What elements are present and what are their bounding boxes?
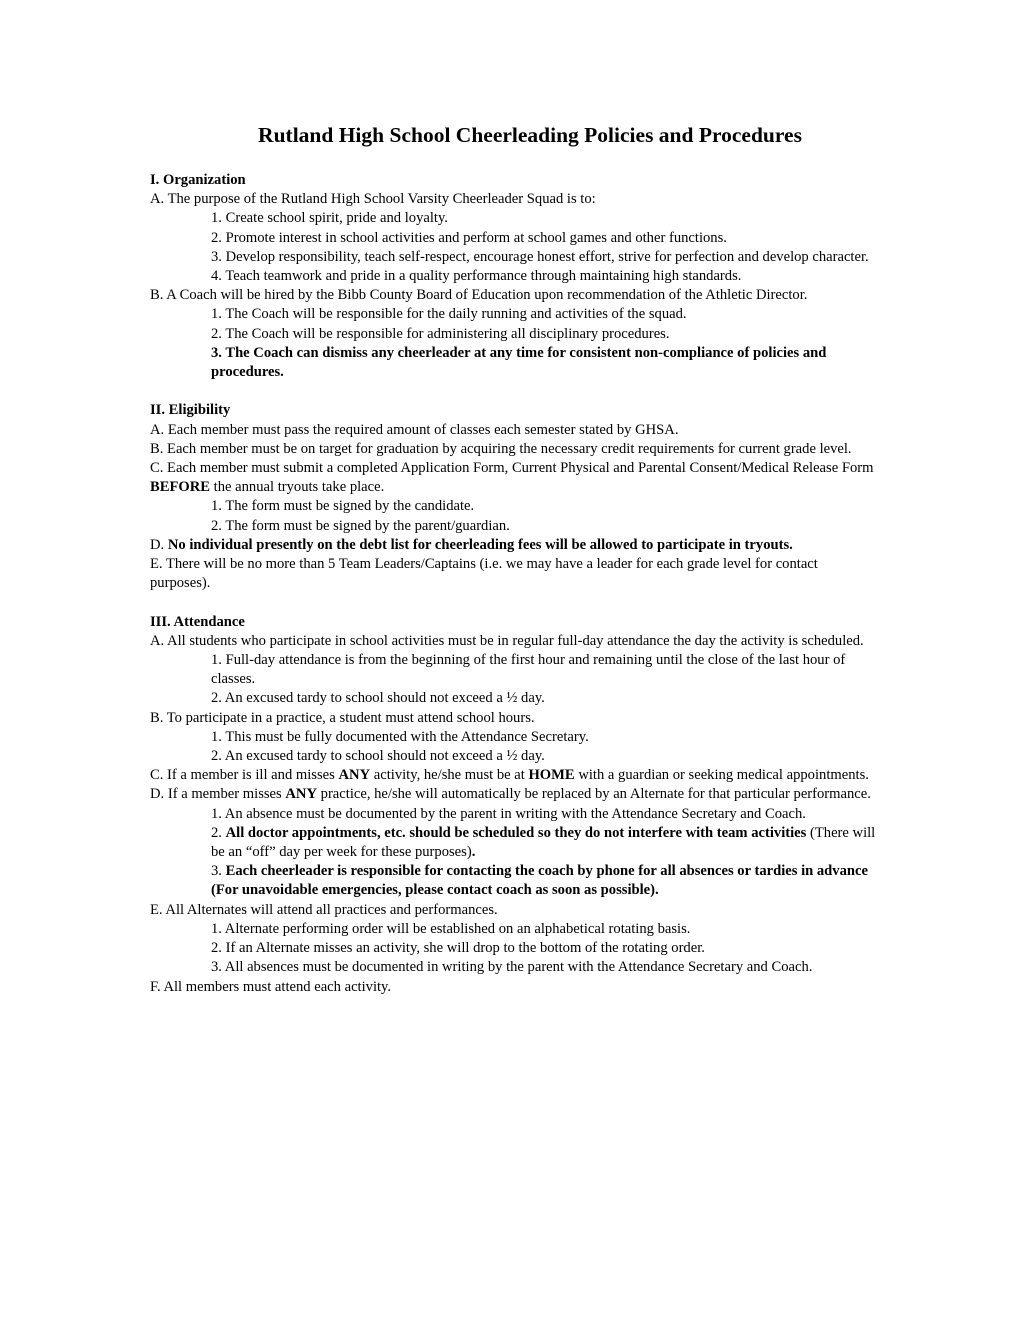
attendance-item-d2: [211, 824, 880, 862]
attendance-item-c-bold-any: ANY: [338, 767, 371, 784]
attendance-item-a1: 1. Full-day attendance is from the beginning of the first hour and remaining until the close of the last hour of classes.: [211, 652, 846, 688]
attendance-item-c: [150, 766, 880, 785]
eligibility-item-e: E. There will be no more than 5 Team Leaders/Captains (i.e. we may have a leader for each grade level for contact purposes).: [150, 556, 818, 592]
organization-item-b3: [211, 344, 880, 382]
attendance-item-d-text: D. If a member misses: [150, 786, 286, 803]
eligibility-item-c-bold: BEFORE: [150, 479, 211, 496]
attendance-item-b1: 1. This must be fully documented with the Attendance Secretary.: [211, 728, 589, 745]
attendance-item-c-bold-home: HOME: [528, 767, 575, 784]
eligibility-item-c1: 1. The form must be signed by the candidate.: [211, 498, 475, 515]
organization-item-a3: 3. Develop responsibility, teach self-respect, encourage honest effort, strive for perfection and develop character.: [211, 248, 869, 265]
attendance-item-d2-num: 2.: [211, 824, 226, 841]
attendance-item-d: [150, 785, 880, 804]
attendance-item-a: A. All students who participate in school activities must be in regular full-day attendance the day the activity is scheduled.: [150, 632, 864, 649]
attendance-item-d3-bold: Each cheerleader is responsible for contacting the coach by phone for all absences or tardies in advance (For unavoidable emergencies, please contact coach as soon as possible).: [211, 863, 868, 899]
section-organization-heading: I. Organization: [150, 172, 246, 188]
organization-item-a4: 4. Teach teamwork and pride in a quality performance through maintaining high standards.: [211, 268, 742, 285]
section-attendance-heading: III. Attendance: [150, 613, 245, 630]
eligibility-item-c-text: C. Each member must submit a completed Application Form, Current Physical and Parental Consent/Medical Release Form: [150, 460, 874, 477]
attendance-item-d-bold: ANY: [285, 786, 317, 803]
attendance-item-d1: 1. An absence must be documented by the parent in writing with the Attendance Secretary and Coach.: [211, 805, 806, 822]
attendance-item-c-text: C. If a member is ill and misses: [150, 767, 339, 784]
attendance-item-c-mid: activity, he/she must be at: [370, 767, 529, 784]
document-body: [150, 171, 880, 997]
eligibility-item-c-tail: the annual tryouts take place.: [210, 479, 385, 496]
attendance-item-d-tail: practice, he/she will automatically be replaced by an Alternate for that particular performance.: [317, 786, 871, 803]
attendance-item-b: B. To participate in a practice, a student must attend school hours.: [150, 709, 535, 726]
attendance-item-c-tail: with a guardian or seeking medical appointments.: [574, 767, 869, 784]
section-gap: [150, 593, 880, 612]
eligibility-item-d-bold: No individual presently on the debt list for cheerleading fees will be allowed to participate in tryouts.: [167, 536, 793, 553]
eligibility-item-c: [150, 459, 880, 497]
attendance-item-e1: 1. Alternate performing order will be established on an alphabetical rotating basis.: [211, 920, 691, 937]
organization-item-b3-bold: 3. The Coach can dismiss any cheerleader at any time for consistent non-compliance of policies and procedures.: [211, 344, 827, 381]
attendance-item-e3: 3. All absences must be documented in writing by the parent with the Attendance Secretary and Coach.: [211, 959, 813, 976]
eligibility-item-b: B. Each member must be on target for graduation by acquiring the necessary credit requirements for current grade level.: [150, 440, 852, 457]
attendance-item-d3: [211, 862, 880, 900]
section-eligibility-heading: II. Eligibility: [150, 402, 231, 419]
eligibility-item-c2: 2. The form must be signed by the parent/guardian.: [211, 517, 510, 534]
organization-item-b2: 2. The Coach will be responsible for administering all disciplinary procedures.: [211, 325, 670, 342]
attendance-item-d3-num: 3.: [211, 863, 226, 880]
attendance-item-f: F. All members must attend each activity.: [150, 978, 392, 995]
organization-item-a: A. The purpose of the Rutland High School Varsity Cheerleader Squad is to:: [150, 191, 596, 208]
attendance-item-d2-tail: (There will be an “off” day per week for these purposes): [211, 824, 876, 861]
eligibility-item-d-label: D.: [150, 536, 168, 553]
organization-item-b1: 1. The Coach will be responsible for the daily running and activities of the squad.: [211, 306, 687, 323]
attendance-item-a2: 2. An excused tardy to school should not exceed a ½ day.: [211, 690, 545, 707]
attendance-item-e2: 2. If an Alternate misses an activity, she will drop to the bottom of the rotating order.: [211, 940, 705, 957]
section-gap: [150, 382, 880, 401]
organization-item-b: B. A Coach will be hired by the Bibb County Board of Education upon recommendation of the Athletic Director.: [150, 287, 808, 304]
eligibility-item-d: [150, 536, 880, 555]
document-title: Rutland High School Cheerleading Policies and Procedures: [258, 123, 802, 147]
organization-item-a1: 1. Create school spirit, pride and loyalty.: [211, 210, 448, 227]
organization-item-a2: 2. Promote interest in school activities and perform at school games and other functions.: [211, 229, 727, 246]
eligibility-item-a: A. Each member must pass the required amount of classes each semester stated by GHSA.: [150, 421, 679, 438]
attendance-item-e: E. All Alternates will attend all practices and performances.: [150, 901, 498, 918]
attendance-item-b2: 2. An excused tardy to school should not exceed a ½ day.: [211, 748, 545, 765]
attendance-item-d2-end: .: [471, 844, 476, 861]
attendance-item-d2-bold: All doctor appointments, etc. should be scheduled so they do not interfere with team activities: [225, 824, 807, 841]
